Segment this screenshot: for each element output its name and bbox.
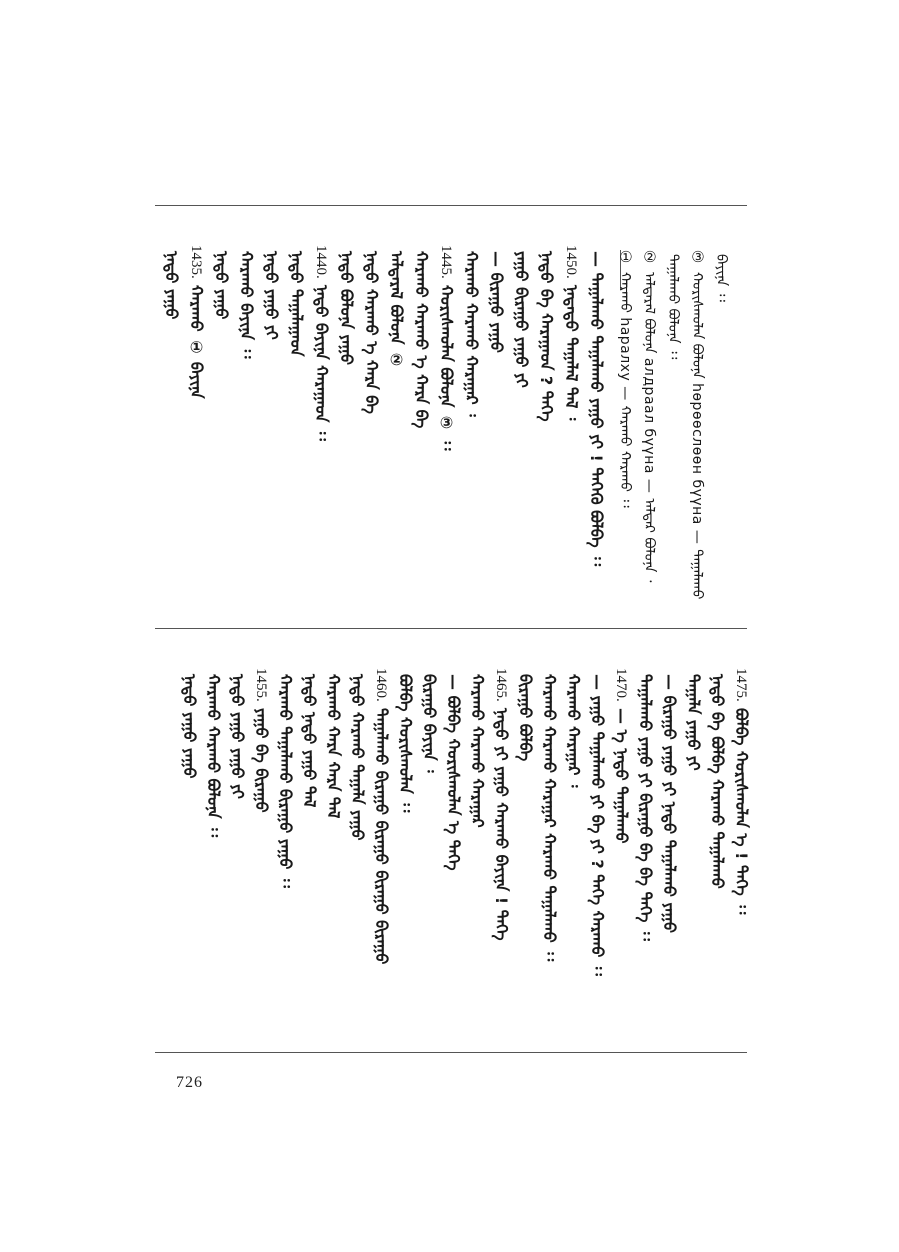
line-number: 1440. <box>313 245 329 279</box>
line-text: ᠪᠣᠯᠪᠠ ᠬᠣᠷᠢᠰᠬᠤᠯᠠᠨ ᠡ ! ᠲᠡᠭᠡ ᠄᠄ <box>732 707 751 915</box>
verse-line <box>185 245 207 398</box>
line-number: 1455. <box>253 668 269 702</box>
line-number: 1445. <box>438 245 454 279</box>
line-text: — ᠪᠣᠯᠪᠠ ᠬᠣᠷᠢᠰᠬᠤᠯᠠᠨ ᠡ ᠲᠡᠭᠡ <box>444 674 463 871</box>
line-text: ᠬᠠᠷᠠᠬᠤ ① ᠪᠠᠶᠢᠨᠠ <box>187 284 206 399</box>
line-text: ᠨᠠᠳᠤ ᠪᠠᠶᠢᠨᠠ ᠬᠠᠷᠠᠭᠠᠳ ᠄᠄ <box>312 284 331 441</box>
top-rule <box>155 205 747 206</box>
line-text: — ᠲᠠᠭᠠᠯᠠᠬᠤ ᠲᠠᠭᠠᠯᠠᠬᠤ ᠶᠠᠭᠤ ᠶᠢ ! ᠲᠡᠭᠡᠬᠦ ᠪᠣᠯᠪᠠ ᠄᠄ <box>587 251 606 567</box>
verse-line <box>585 245 607 566</box>
line-text: — ᠶᠠᠭᠤ ᠲᠠᠭᠠᠯᠠᠬᠤ ᠶᠢ ᠪᠡ ᠶᠢ ? ᠲᠡᠭᠡ ᠬᠠᠷᠠᠬᠤ ᠄᠄ <box>588 674 607 976</box>
line-text: ᠲᠠᠭᠠᠯᠠᠬᠤ ᠪᠢᠷᠠᠭᠤ ᠪᠢᠷᠠᠭᠤ ᠪᠢᠷᠠᠭᠤ ᠪᠢᠷᠠᠭᠤ <box>372 707 391 965</box>
verse-line <box>560 245 582 420</box>
line-text: ᠬᠠᠷᠠᠬᠤ ᠬᠠᠷᠠ ᠬᠠᠷᠠ ᠲᠠᠯ <box>324 674 343 819</box>
line-text: — ᠡ ᠨᠠᠳᠤ ᠲᠠᠭᠠᠯᠠᠬᠤ <box>612 707 631 844</box>
verse-line <box>210 245 232 319</box>
verse-line <box>490 668 512 940</box>
verse-line <box>360 245 382 414</box>
line-number: 1460. <box>373 668 389 702</box>
verse-line <box>226 668 248 799</box>
line-text: ᠨᠠᠳᠤ ᠶᠢ ᠶᠠᠭᠤ ᠬᠠᠷᠠᠬᠤ ᠪᠠᠶᠢᠨᠠ ! ᠲᠡᠭᠡ <box>492 707 511 941</box>
verse-line <box>634 668 656 941</box>
line-text: ᠨᠠᠳᠤ ᠬᠠᠷᠠᠬᠤ ᠲᠠᠭᠠᠯᠠ ᠶᠠᠭᠤ <box>348 674 367 841</box>
verse-line <box>485 245 507 353</box>
verse-line <box>730 668 752 914</box>
footnote-marker: ① <box>617 248 633 266</box>
footnote <box>638 248 660 582</box>
line-text: ᠨᠠᠳᠤ ᠨᠠᠳᠤ ᠶᠠᠭᠤ ᠲᠠᠯ <box>300 674 319 808</box>
line-text: ᠲᠠᠭᠠᠯᠠᠬᠤ ᠪᠣᠯᠤᠨᠠ ᠄᠄ <box>665 254 681 360</box>
verse-line <box>538 668 560 961</box>
verse-line <box>410 245 432 428</box>
verse-line <box>322 668 344 818</box>
line-number: 1465. <box>493 668 509 702</box>
line-number: 1435. <box>188 245 204 279</box>
verse-line <box>298 668 320 807</box>
verse-line <box>310 245 332 441</box>
verse-line <box>586 668 608 976</box>
verse-line <box>682 668 704 771</box>
line-text: ᠨᠠᠳᠠᠳᠤ ᠲᠠᠭᠠᠯᠠᠯ ᠲᠠᠯ ᠄ <box>562 284 581 421</box>
verse-line <box>346 668 368 841</box>
line-text: ᠨᠠᠳᠤ ᠪᠡ ᠬᠠᠷᠠᠭᠠᠳ ? ᠲᠡᠭᠡ <box>537 251 556 422</box>
verse-line <box>435 245 457 450</box>
verse-line <box>394 668 416 812</box>
line-text: ᠬᠠᠷᠠᠬᠤ ᠬᠠᠷᠠᠬᠤ ᠬᠠᠷᠠᠭᠠᠷ <box>468 674 487 828</box>
verse-line <box>235 245 257 359</box>
verse-line <box>274 668 296 888</box>
bottom-rule <box>155 1052 747 1053</box>
verse-line <box>460 245 482 417</box>
footnote-marker: ③ <box>689 248 705 266</box>
line-text: ᠬᠠᠷᠠᠬᠤ ᠬᠠᠷᠠᠬᠤ ᠡ ᠬᠠᠷᠠ ᠪᠡ <box>412 251 431 429</box>
line-text: ᠨᠠᠳᠤ ᠶᠠᠭᠤ ᠶᠢ <box>262 251 281 340</box>
line-text: ᠨᠠᠳᠤ ᠶᠠᠭᠤ ᠶᠠᠭᠤ <box>180 674 199 779</box>
verse-line <box>250 668 272 812</box>
verse-line <box>202 668 224 837</box>
verse-line <box>442 668 464 871</box>
line-text: ᠲᠠᠭᠠᠯᠠᠬᠤ ᠶᠠᠭᠤ ᠶᠢ ᠪᠢᠷᠠᠭᠤ ᠪᠡ ᠪᠡ ᠲᠡᠭᠡ ᠄᠄ <box>636 674 655 941</box>
line-text: ᠬᠠᠷᠠᠬᠤ ᠬᠠᠷᠠᠬᠤ ᠪᠣᠯᠤᠨᠠ ᠄᠄ <box>204 674 223 838</box>
verse-line <box>285 245 307 357</box>
line-text: ᠬᠠᠷᠠᠬᠤ ᠬᠠᠷᠠᠬᠤ ᠬᠠᠷᠠᠭᠠᠷ ᠬᠠᠷᠠᠬᠤ ᠲᠠᠭᠠᠯᠠᠬᠤ ᠄᠄ <box>540 674 559 962</box>
line-text: — ᠪᠢᠷᠠᠭᠤ ᠶᠠᠭᠤ <box>487 251 506 353</box>
line-text: ᠨᠠᠳᠤ ᠬᠠᠷᠠᠬᠤ ᠡ ᠬᠠᠷᠠ ᠪᠡ <box>362 251 381 415</box>
line-number: 1475. <box>733 668 749 702</box>
footnote <box>686 248 708 599</box>
verse-line <box>706 668 728 889</box>
footnote <box>662 248 684 359</box>
line-text: ᠬᠠᠷᠠᠬᠤ ᠬᠠᠷᠠᠭᠠᠷ ᠄ <box>564 674 583 788</box>
verse-line <box>610 668 632 843</box>
footnote <box>614 248 636 508</box>
verse-line <box>335 245 357 365</box>
line-text: ᠪᠠᠶᠢᠨᠠ ᠄᠄ <box>713 254 729 302</box>
line-text: ᠶᠠᠭᠤ ᠪᠢᠷᠠᠭᠤ ᠶᠠᠭᠤ ᠶᠢ <box>512 251 531 388</box>
line-text: ᠪᠢᠷᠠᠭᠤ ᠪᠣᠯᠪᠠ <box>516 674 535 762</box>
verse-line <box>562 668 584 787</box>
verse-line <box>370 668 392 964</box>
line-text: ᠨᠠᠳᠤ ᠲᠠᠭᠠᠯᠠᠭᠠᠳ <box>287 251 306 357</box>
middle-rule <box>155 628 747 629</box>
line-text: ᠠᠯᠳᠠᠷᠠᠯ ᠪᠣᠯᠤᠨᠠ алдраал бүүна — ᠠᠯᠳᠠᠷ ᠪᠣᠯᠤᠨᠠ ᠂ <box>641 272 657 583</box>
page-number: 726 <box>176 1074 203 1091</box>
footnote-marker: ② <box>641 248 657 266</box>
line-text: ᠨᠠᠳᠤ ᠶᠠᠭᠤ ᠶᠠᠭᠤ ᠶᠢ <box>228 674 247 799</box>
line-text: ᠪᠢᠷᠠᠭᠤ ᠪᠠᠶᠢᠨᠠ ᠄ <box>420 674 439 773</box>
verse-line <box>510 245 532 388</box>
line-text: ᠬᠠᠷᠠᠬᠤ ᠪᠠᠶᠢᠨᠠ ᠄᠄ <box>237 251 256 359</box>
line-number: 1470. <box>613 668 629 702</box>
footnote <box>710 248 732 302</box>
line-text: ᠶᠠᠭᠤ ᠪᠡ ᠪᠢᠷᠠᠭᠤ <box>252 707 271 813</box>
line-text: ᠠᠯᠳᠠᠷᠠᠯ ᠪᠣᠯᠤᠨᠠ ② <box>387 251 406 370</box>
verse-line <box>178 668 200 779</box>
verse-line <box>260 245 282 340</box>
line-text: — ᠪᠢᠷᠠᠭᠤ ᠶᠠᠭᠤ ᠶᠢ ᠨᠠᠳᠤ ᠲᠠᠭᠠᠯᠠᠬᠤ ᠶᠠᠭᠤ <box>660 674 679 934</box>
line-text: ᠨᠠᠳᠤ ᠪᠡ ᠪᠣᠯᠪᠠ ᠬᠠᠷᠠᠬᠤ ᠲᠠᠭᠠᠯᠠᠬᠤ <box>708 674 727 889</box>
verse-line <box>160 245 182 319</box>
line-text: ᠬᠠᠷᠠᠬᠤ hаралху — ᠬᠠᠷᠠᠬᠤ ᠬᠠᠷᠠᠬᠤ ᠄᠄ <box>617 272 633 508</box>
verse-line <box>466 668 488 828</box>
line-text: ᠪᠣᠯᠪᠠ ᠬᠣᠷᠢᠰᠬᠤᠯᠠᠨ ᠄᠄ <box>396 674 415 813</box>
verse-line <box>658 668 680 933</box>
verse-line <box>418 668 440 773</box>
line-text: ᠨᠠᠳᠤ ᠶᠠᠭᠤ <box>162 251 181 320</box>
verse-line <box>514 668 536 761</box>
line-number: 1450. <box>563 245 579 279</box>
line-text: ᠬᠣᠷᠢᠰᠬᠤᠯᠠᠨ ᠪᠣᠯᠤᠨᠠ hөрөөслөөн бүүна — ᠲᠠᠭᠠᠯᠠᠬᠤ <box>689 272 705 600</box>
line-text: ᠬᠠᠷᠠᠬᠤ ᠲᠠᠭᠠᠯᠠᠬᠤ ᠪᠢᠷᠠᠭᠤ ᠶᠠᠭᠤ ᠄᠄ <box>276 674 295 888</box>
line-text: ᠨᠠᠳᠤ ᠶᠠᠭᠤ <box>212 251 231 320</box>
line-text: ᠬᠣᠷᠢᠰᠬᠤᠯᠠᠨ ᠪᠣᠯᠤᠨᠠ ③ ᠄᠄ <box>437 284 456 451</box>
line-text: ᠨᠠᠳᠤ ᠪᠣᠯᠤᠨᠠ ᠶᠠᠭᠤ <box>337 251 356 366</box>
verse-line <box>535 245 557 422</box>
verse-line <box>385 245 407 369</box>
line-text: ᠬᠠᠷᠠᠬᠤ ᠬᠠᠷᠠᠬᠤ ᠬᠠᠷᠠᠭᠠᠷ ᠄ <box>462 251 481 417</box>
line-text: ᠲᠠᠭᠠᠯᠠ ᠶᠠᠭᠤ ᠶᠢ <box>684 674 703 771</box>
